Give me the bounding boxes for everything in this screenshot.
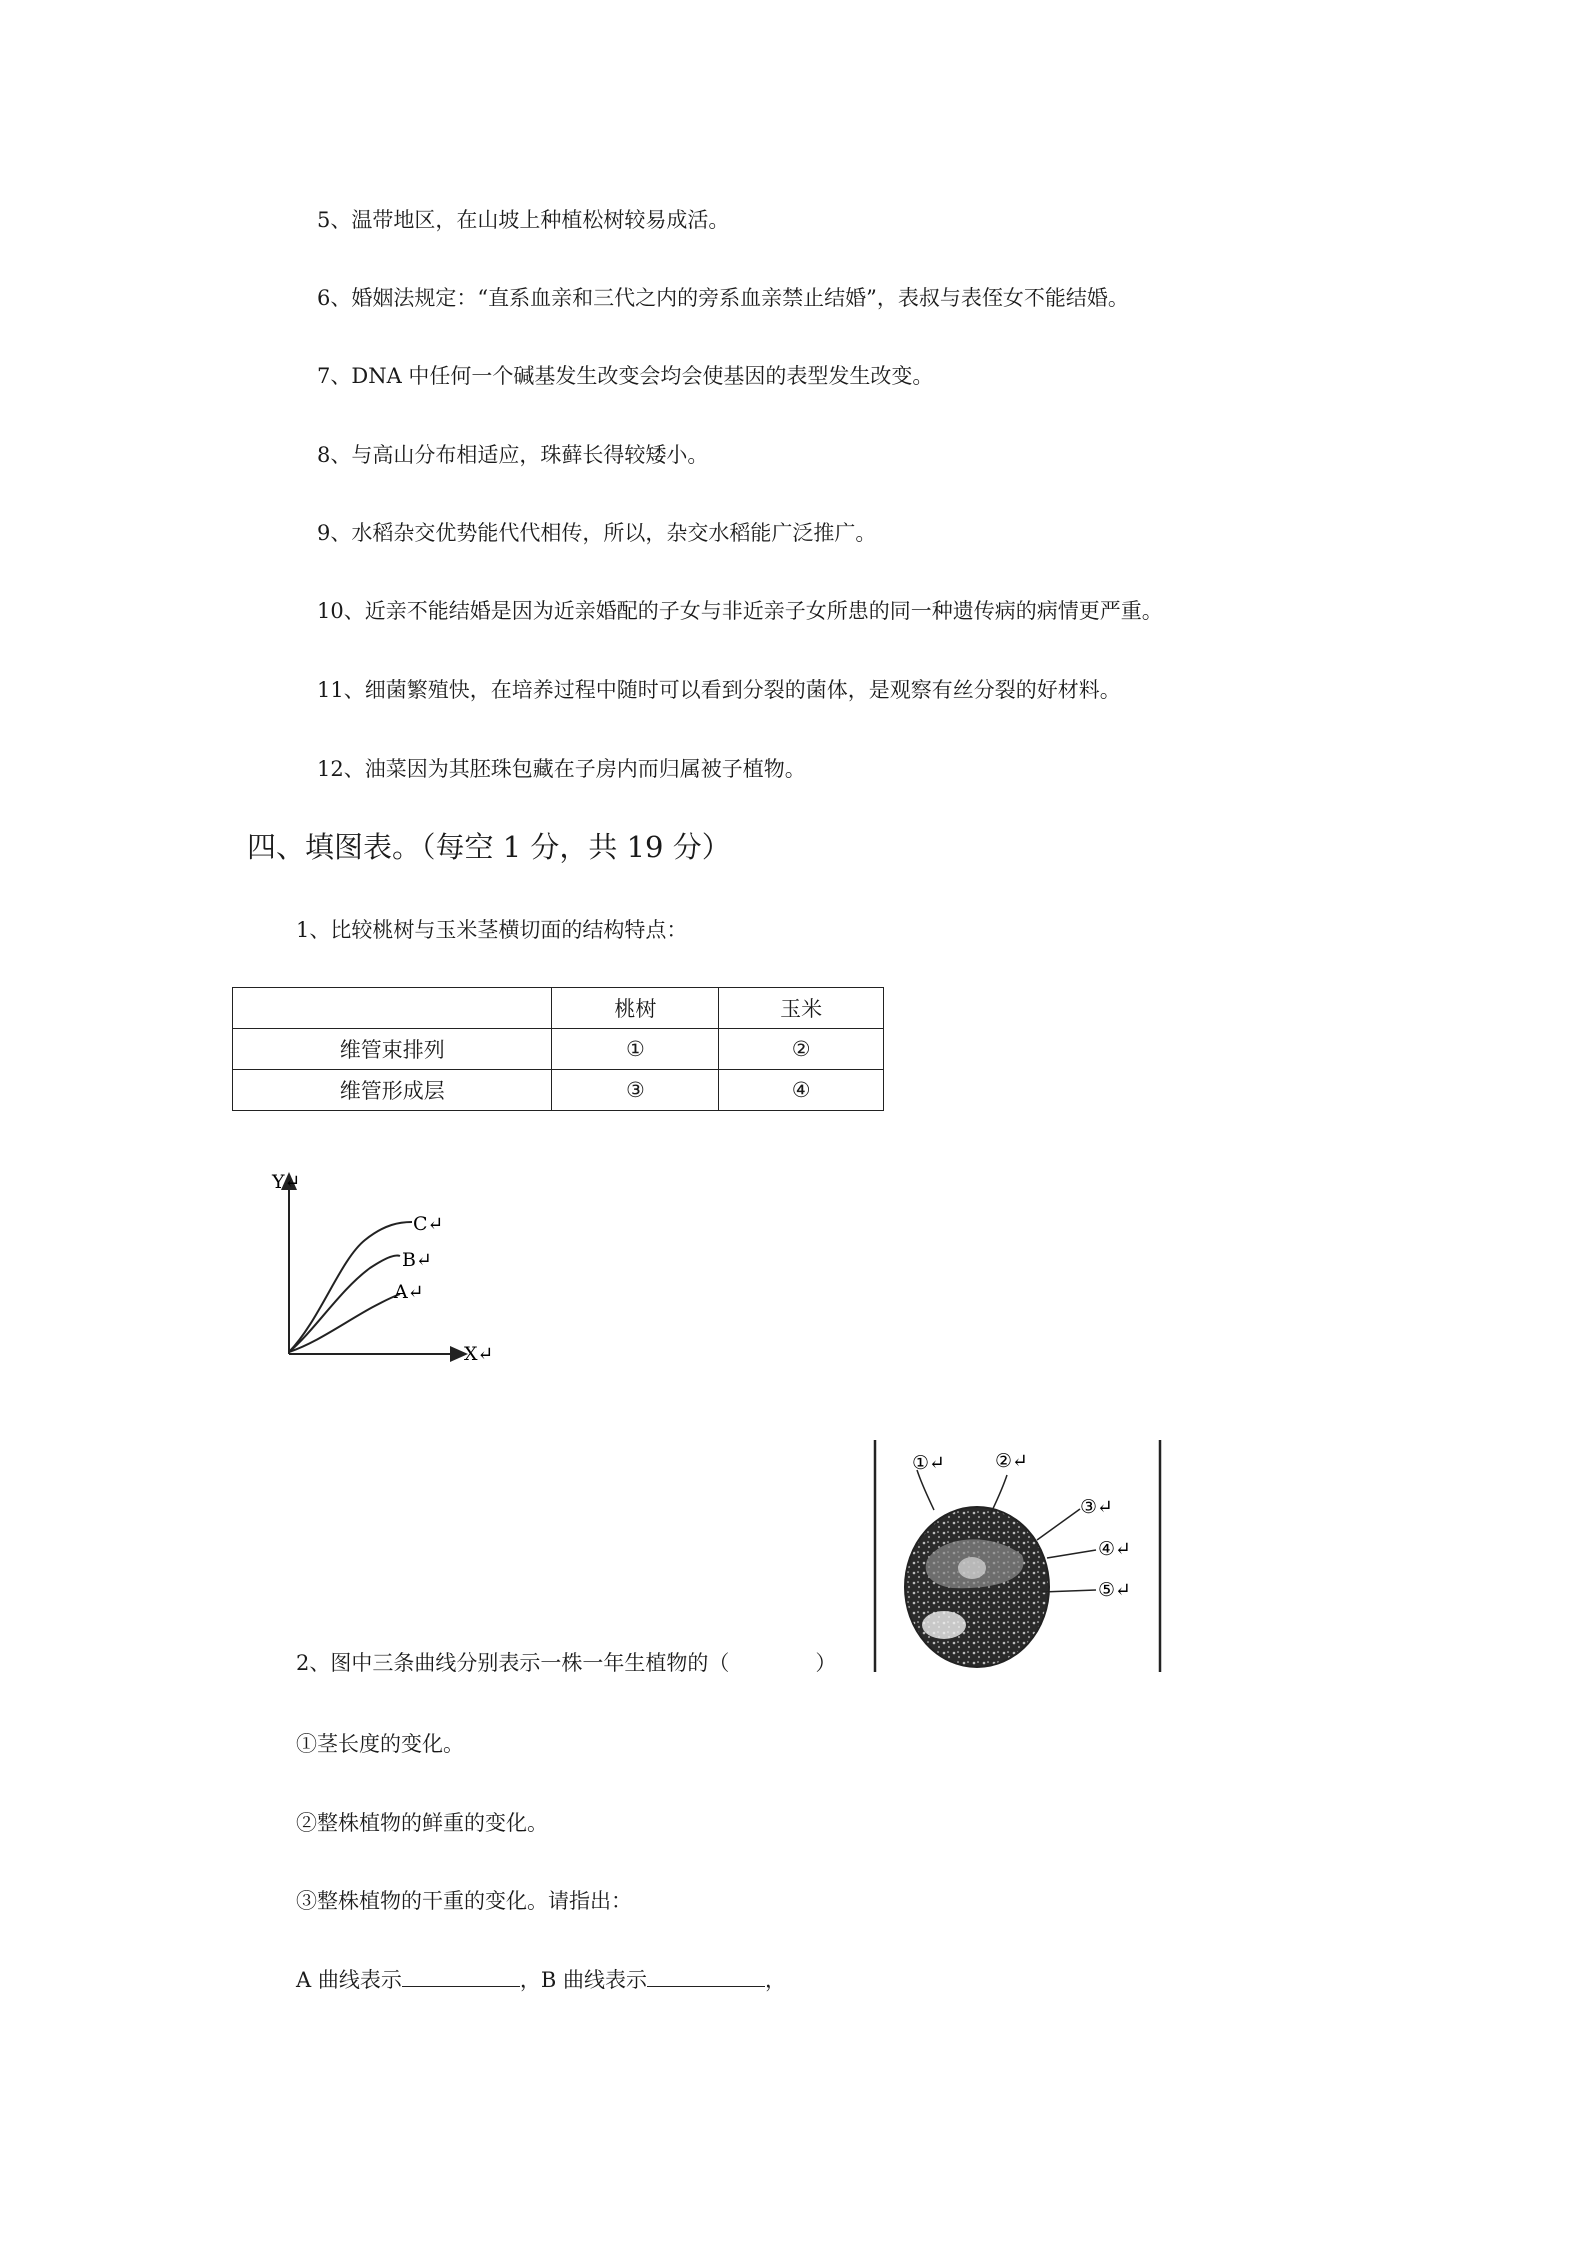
cell-label-3: ③↵ [1080,1496,1113,1518]
q1-prompt: 1、比较桃树与玉米茎横切面的结构特点： [296,918,688,942]
curve-b-label: B↵ [402,1249,432,1271]
pointer-line-1 [917,1470,934,1510]
answer-b-blank[interactable] [647,1966,765,1987]
q2-option-1: ①茎长度的变化。 [296,1732,464,1756]
pointer-line-4 [1047,1550,1096,1558]
q2-prompt-start: 2、图中三条曲线分别表示一株一年生植物的（ [296,1651,730,1675]
cell-label-5: ⑤↵ [1098,1579,1131,1601]
answer-a-blank[interactable] [402,1966,520,1987]
table-row [233,1070,884,1111]
pointer-line-3 [1037,1509,1080,1540]
statement-11: 11、细菌繁殖快，在培养过程中随时可以看到分裂的菌体，是观察有丝分裂的好材料。 [317,678,1121,702]
pointer-line-2 [990,1475,1007,1515]
statement-9: 9、水稻杂交优势能代代相传，所以，杂交水稻能广泛推广。 [317,521,877,545]
statement-8: 8、与高山分布相适应，珠藓长得较矮小。 [317,443,709,467]
curve-b [289,1256,400,1353]
cell-label-2: ②↵ [995,1450,1028,1472]
blank-cell-4: ④ [719,1070,884,1111]
table-row [233,1029,884,1070]
cell-label-1: ①↵ [912,1452,945,1474]
y-axis-label: Y↵ [272,1171,301,1193]
comparison-table [232,987,884,1111]
table-header-empty [233,988,552,1029]
table-header-corn: 玉米 [719,988,884,1029]
q2-option-3: ③整株植物的干重的变化。请指出： [296,1889,632,1913]
cell-vacuole [922,1611,966,1639]
blank-cell-2: ② [719,1029,884,1070]
growth-curve-graph [270,1170,510,1370]
cell-nucleus [958,1557,986,1579]
section-heading: 四、填图表。（每空 1 分，共 19 分） [247,830,731,864]
q2-prompt-end: ） [815,1651,837,1675]
answer-a-label: A 曲线表示 [296,1968,402,1992]
cell-structure-figure [872,1440,1172,1680]
statement-6: 6、婚姻法规定：“直系血亲和三代之内的旁系血亲禁止结婚”，表叔与表侄女不能结婚。 [317,286,1129,310]
x-axis-label: X↵ [464,1343,494,1365]
statement-12: 12、油菜因为其胚珠包藏在子房内而归属被子植物。 [317,757,806,781]
curve-a [289,1294,400,1352]
q2-prompt [296,1649,836,1677]
row-label: 维管形成层 [233,1070,552,1111]
answer-b-label: ，B 曲线表示 [519,1968,647,1992]
blank-cell-3: ③ [552,1070,719,1111]
statement-5: 5、温带地区，在山坡上种植松树较易成活。 [317,208,730,232]
answer-end: ， [764,1968,786,1992]
pointer-line-5 [1042,1590,1096,1592]
blank-cell-1: ① [552,1029,719,1070]
row-label: 维管束排列 [233,1029,552,1070]
table-header-peach: 桃树 [552,988,719,1029]
q2-option-2: ②整株植物的鲜重的变化。 [296,1811,548,1835]
statement-10: 10、近亲不能结婚是因为近亲婚配的子女与非近亲子女所患的同一种遗传病的病情更严重。 [317,599,1163,623]
curve-a-label: A↵ [394,1281,424,1303]
statement-7: 7、DNA 中任何一个碱基发生改变会均会使基因的表型发生改变。 [317,364,934,388]
cell-label-4: ④↵ [1098,1538,1131,1560]
table-header-row [233,988,884,1029]
q2-answer-line [296,1966,786,1994]
curve-c-label: C↵ [413,1213,444,1235]
